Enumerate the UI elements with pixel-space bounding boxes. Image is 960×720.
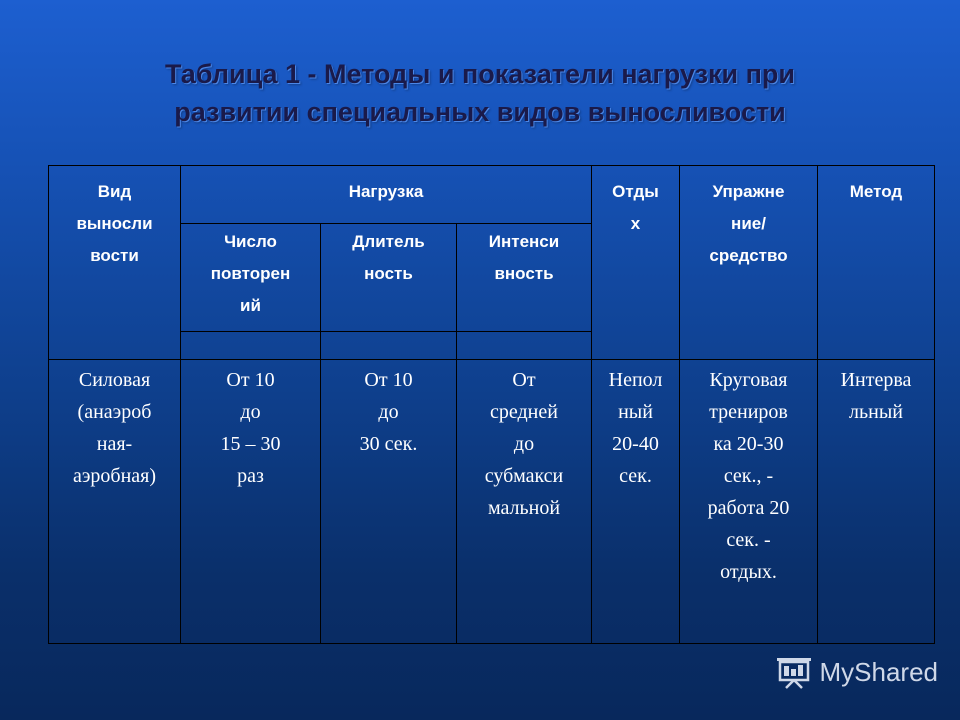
- header-reps: Число повторен ий: [181, 224, 321, 332]
- watermark-logo: [774, 654, 939, 690]
- header-duration: Длитель ность: [321, 224, 457, 332]
- load-methods-table: [48, 165, 935, 644]
- header-spacer-reps: [181, 332, 321, 360]
- header-load: Нагрузка: [181, 166, 592, 224]
- cell-duration: От 10 до 30 сек.: [321, 360, 457, 644]
- slide-title: [60, 55, 900, 131]
- header-spacer-intensity: [457, 332, 592, 360]
- title-line-2: развитии специальных видов выносливости: [174, 97, 786, 127]
- header-endurance-type: Вид выносли вости: [49, 166, 181, 360]
- cell-exercise: Круговая трениров ка 20-30 сек., - работа 20 сек. - отдых.: [680, 360, 818, 644]
- title-line-1: Таблица 1 - Методы и показатели нагрузки при: [164, 59, 796, 89]
- cell-method: Интерва льный: [818, 360, 935, 644]
- cell-intensity: От средней до субмакси мальной: [457, 360, 592, 644]
- header-rest: Отды х: [592, 166, 680, 360]
- header-exercise: Упражне ние/ средство: [680, 166, 818, 360]
- header-intensity: Интенси вность: [457, 224, 592, 332]
- watermark-text: MyShared: [819, 656, 938, 687]
- header-spacer-duration: [321, 332, 457, 360]
- cell-rest: Непол ный 20-40 сек.: [592, 360, 680, 644]
- projector-screen-icon: [774, 654, 814, 690]
- cell-type: Силовая (анаэроб ная- аэробная): [49, 360, 181, 644]
- header-method: Метод: [818, 166, 935, 360]
- cell-reps: От 10 до 15 – 30 раз: [181, 360, 321, 644]
